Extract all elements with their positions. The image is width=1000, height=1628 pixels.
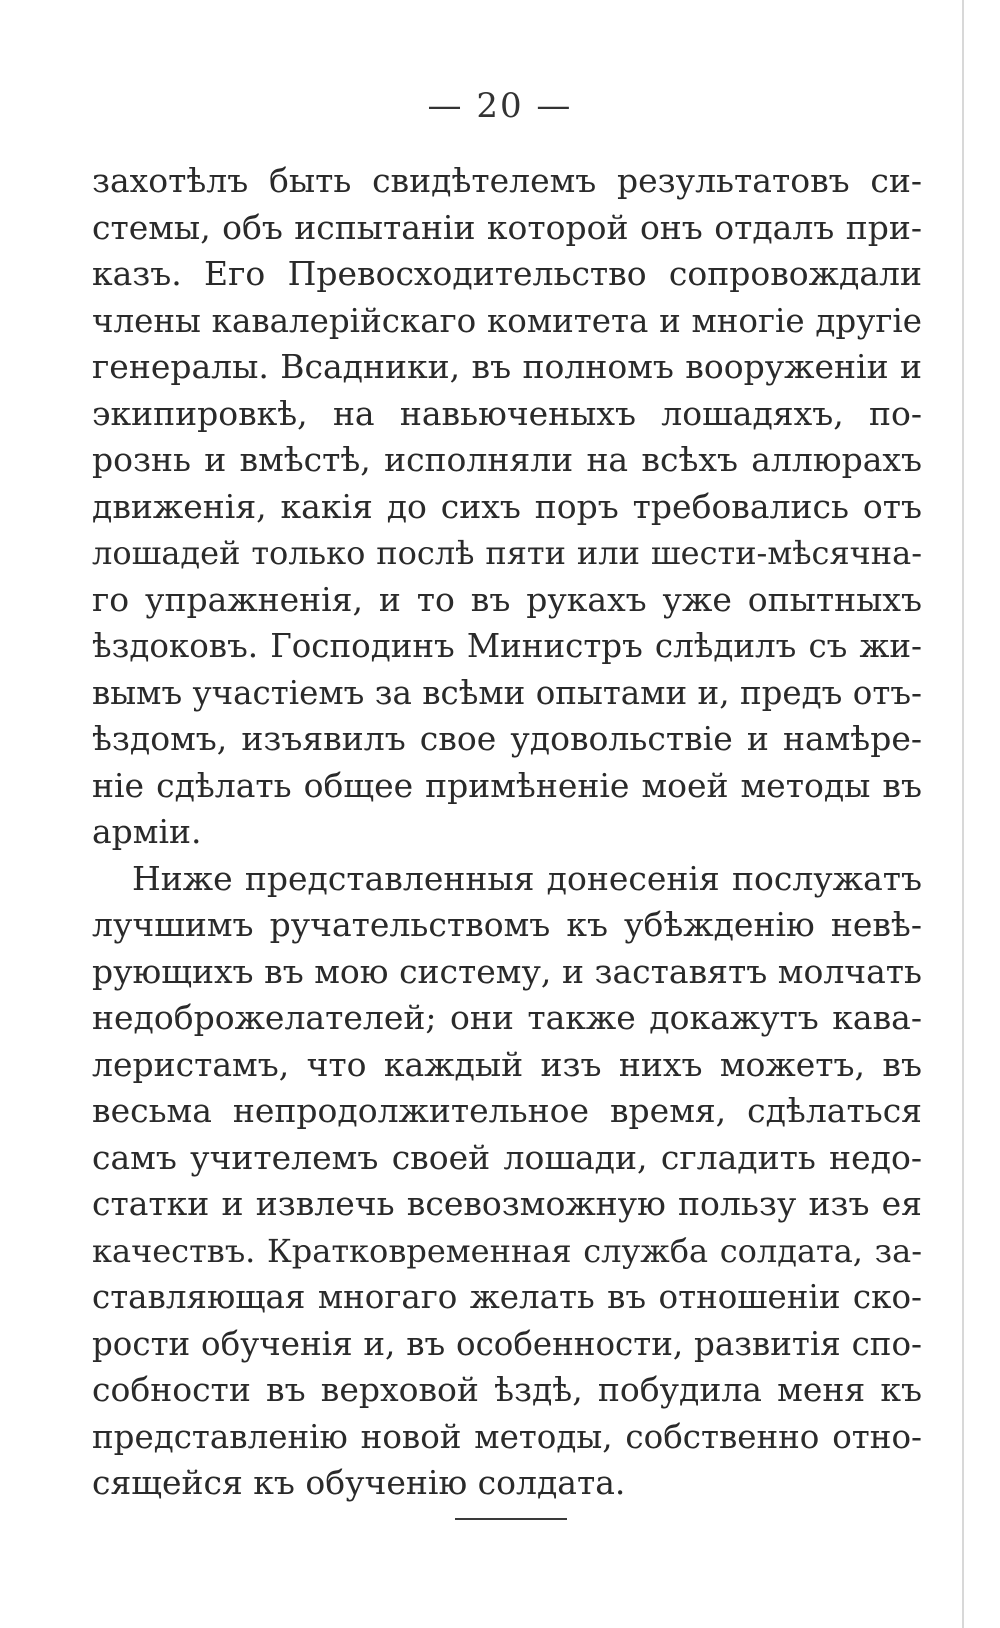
text-line: стемы, объ испытаніи которой онъ отдалъ при- [92, 207, 922, 247]
text-line: рознь и вмѣстѣ, исполняли на всѣхъ аллюрахъ [92, 440, 922, 479]
page-number: — 20 — [427, 86, 573, 126]
paragraph-1 [92, 158, 922, 856]
text-line: лошадей только послѣ пяти или шести-мѣсячна- [92, 534, 922, 572]
text-line: недоброжелателей; они также докажутъ кава- [92, 998, 922, 1037]
text-line: собности въ верховой ѣздѣ, побудила меня къ [92, 1370, 922, 1409]
text-line: рости обученія и, въ особенности, развитія спо- [92, 1324, 922, 1363]
text-line: леристамъ, что каждый изъ нихъ можетъ, въ [92, 1044, 922, 1084]
text-line: сящейся къ обученію солдата. [92, 1463, 626, 1502]
text-line: экипировкѣ, на навьюченыхъ лошадяхъ, по- [92, 393, 922, 433]
text-line: рующихъ въ мою систему, и заставятъ молчать [92, 951, 922, 991]
text-line: качествъ. Кратковременная служба солдата, за- [92, 1231, 922, 1270]
text-line: самъ учителемъ своей лошади, сгладить недо- [92, 1137, 922, 1177]
text-line: казъ. Его Превосходительство сопровождали [92, 254, 922, 293]
text-line: Ниже представленныя донесенія послужатъ [132, 858, 922, 898]
text-line: захотѣлъ быть свидѣтелемъ результатовъ си- [92, 161, 922, 200]
text-line: члены кавалерійскаго комитета и многіе другіе [92, 301, 922, 340]
text-line: вымъ участіемъ за всѣми опытами и, предъ отъ- [92, 673, 922, 712]
text-line: статки и извлечь всевозможную пользу изъ ея [92, 1184, 922, 1223]
page-edge-shadow [962, 0, 964, 1628]
text-line: движенія, какія до сихъ поръ требовались отъ [92, 486, 922, 526]
text-line: ставляющая многаго желать въ отношеніи ско- [92, 1278, 922, 1316]
text-line: лучшимъ ручательствомъ къ убѣжденію невѣ- [92, 905, 922, 944]
paragraph-2 [92, 856, 922, 1507]
body-text [92, 158, 922, 1507]
text-line: представленію новой методы, собственно отно- [92, 1417, 922, 1456]
text-line: ѣздомъ, изъявилъ свое удовольствіе и намѣре- [92, 719, 922, 758]
text-line: весьма непродолжительное время, сдѣлаться [92, 1091, 922, 1130]
text-line: ѣздоковъ. Господинъ Министръ слѣдилъ съ жи- [92, 627, 922, 665]
end-rule [455, 1518, 567, 1520]
text-line: ніе сдѣлать общее примѣненіе моей методы въ [92, 765, 922, 805]
text-line: генералы. Всадники, въ полномъ вооруженіи и [92, 347, 922, 386]
text-line: арміи. [92, 812, 202, 851]
text-line: го упражненія, и то въ рукахъ уже опытныхъ [92, 579, 922, 619]
